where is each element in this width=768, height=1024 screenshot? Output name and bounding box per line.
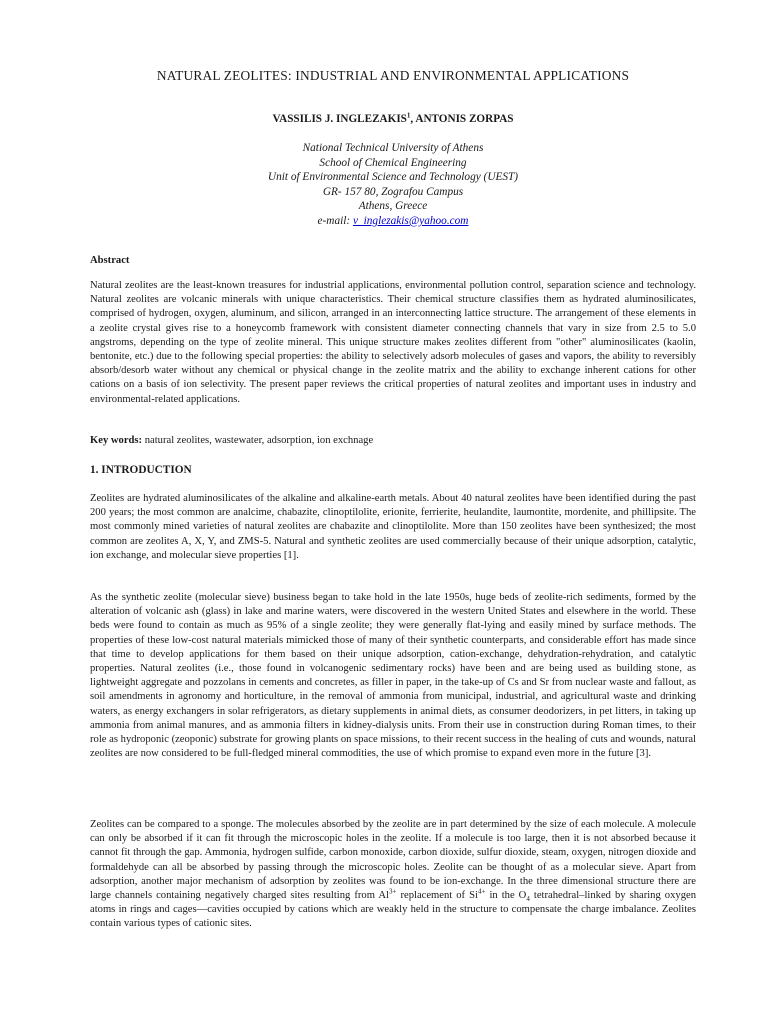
p3-part-c: in the O — [485, 890, 527, 902]
abstract-body — [90, 279, 696, 407]
affiliation-unit: Unit of Environmental Science and Technology (UEST) — [267, 171, 519, 184]
intro-paragraph-3 — [90, 818, 696, 932]
email-label: e-mail: — [317, 214, 353, 227]
intro-paragraph-2-text: As the synthetic zeolite (molecular sieve) business began to take hold in the late 1950s, huge beds of zeolite-rich sediments, formed by the alteration of volcanic ash (glass) in lake and marine waters, were discovered in the western United States and elsewhere in the world. These beds were found to contain as much as 95% of a single zeolite; they were generally flat-lying and easily mined by surface methods. The properties of these low-cost natural materials mimicked those of many of their synthetic counterparts, and considerable effort has made since that time to develop applications for them based on their unique adsorption, cation-exchange, dehydration-rehydration, and catalytic properties. Natural zeolites (i.e., those found in volcanogenic sedimentary rocks) have been and are being used as building stone, as lightweight aggregate and pozzolans in cements and concretes, as filler in paper, in the take-up of Cs and Sr from nuclear waste and fallout, as soil amendments in agronomy and horticulture, in the removal of ammonia from municipal, industrial, and agricultural waste and drinking waters, as energy exchangers in solar refrigerators, as dietary supplements in animal diets, as consumer deodorizers, in pet litters, in taking up ammonia from animal manures, and as ammonia filters in kidney-dialysis units. From their use in construction during Roman times, to their role as hydroponic (zeoponic) substrate for growing plants on space missions, to their recent success in the healing of cuts and wounds, natural zeolites are now considered to be full-fledged mineral commodities, the use of which promise to expand even more in the future [3]. — [90, 592, 696, 760]
keywords-line — [90, 435, 373, 446]
affiliation-university: National Technical University of Athens — [302, 142, 484, 154]
introduction-heading: 1. INTRODUCTION — [90, 464, 192, 476]
email-link[interactable]: v_inglezakis@yahoo.com — [352, 214, 469, 227]
first-author: VASSILIS J. INGLEZAKIS — [272, 113, 407, 125]
second-author: , ANTONIS ZORPAS — [410, 113, 514, 125]
p3-part-b: replacement of Si — [396, 890, 478, 902]
affiliation-country: Athens, Greece — [358, 200, 428, 213]
intro-paragraph-2 — [90, 591, 696, 761]
p3-part-d: tetrahedral–linked by sharing oxygen atoms in rings and cages—cavities occupied by cations which are weakly held in the structure to compensate the charge imbalance. Zeolites contain various types of cationic sites. — [90, 890, 696, 930]
keywords-label: Key words: — [90, 435, 143, 446]
si-charge: 4+ — [477, 887, 486, 896]
affiliation-school: School of Chemical Engineering — [319, 156, 467, 169]
al-charge: 3+ — [388, 887, 397, 896]
affiliation-block — [90, 141, 696, 229]
author-line — [90, 113, 696, 125]
author-affiliation-mark: 1 — [406, 111, 411, 120]
p3-part-a: Zeolites can be compared to a sponge. The molecules absorbed by the zeolite are in part determined by the size of each molecule. A molecule can only be absorbed if it can fit through the microscopic holes in the zeolite. If a molecule is too large, then it is not absorbed because it cannot fit through the gap. Ammonia, hydrogen sulfide, carbon monoxide, carbon dioxide, sulfur dioxide, steam, oxygen, nitrogen dioxide and formaldehyde can all be absorbed by passing through the microscopic holes. Zeolite can be thought of as a molecular sieve. Apart from adsorption, another major mechanism of adsorption by zeolites was found to be ion-exchange. In the three dimensional structure there are large channels containing negatively charged sites resulting from Al — [90, 819, 696, 902]
paper-title: NATURAL ZEOLITES: INDUSTRIAL AND ENVIRONMENTAL APPLICATIONS — [156, 68, 630, 83]
abstract-heading: Abstract — [90, 255, 130, 266]
affiliation-address: GR- 157 80, Zografou Campus — [322, 185, 464, 198]
intro-paragraph-1-text: Zeolites are hydrated aluminosilicates of the alkaline and alkaline-earth metals. About 40 natural zeolites have been identified during the past 200 years; the most common are analcime, chabazite, clinoptilolite, erionite, ferrierite, heulandite, laumontite, mordenite, and phillipsite. The most commonly mined varieties of natural zeolites are chabazite and clinoptilolite. More than 150 zeolites have been synthesized; the most common are zeolites A, X, Y, and ZMS-5. Natural and synthetic zeolites are used commercially because of their unique adsorption, catalytic, ion exchange, and molecular sieve properties [1]. — [90, 493, 696, 561]
keywords-text: natural zeolites, wastewater, adsorption, ion exchnage — [142, 435, 374, 446]
abstract-text: Natural zeolites are the least-known treasures for industrial applications, environmental pollution control, separation science and technology. Natural zeolites are volcanic minerals with unique characteristics. Their chemical structure classifies them as hydrated aluminosilicates, comprised of hydrogen, oxygen, aluminum, and silicon, arranged in an interconnecting lattice structure. The arrangement of these elements in a zeolite crystal gives rise to a honeycomb framework with consistent diameter connecting channels that vary in size from 2.5 to 5.0 angstroms, depending on the type of zeolite mineral. This unique structure makes zeolites different from "other" aluminosilicates (kaolin, bentonite, etc.) due to the following special properties: the ability to selectively adsorb molecules of gases and vapors, the ability to reversibly absorb/desorb water without any chemical or physical change in the zeolite matrix and the ability to exchange inherent cations for other cations on a basis of ion selectivity. The present paper reviews the critical properties of natural zeolites and important uses in industry and environmental-related applications. — [90, 280, 696, 405]
intro-paragraph-1 — [90, 492, 696, 563]
affiliation-email-line — [90, 214, 696, 229]
intro-paragraph-3-text — [90, 818, 696, 932]
o4-subscript: 4 — [526, 895, 530, 904]
